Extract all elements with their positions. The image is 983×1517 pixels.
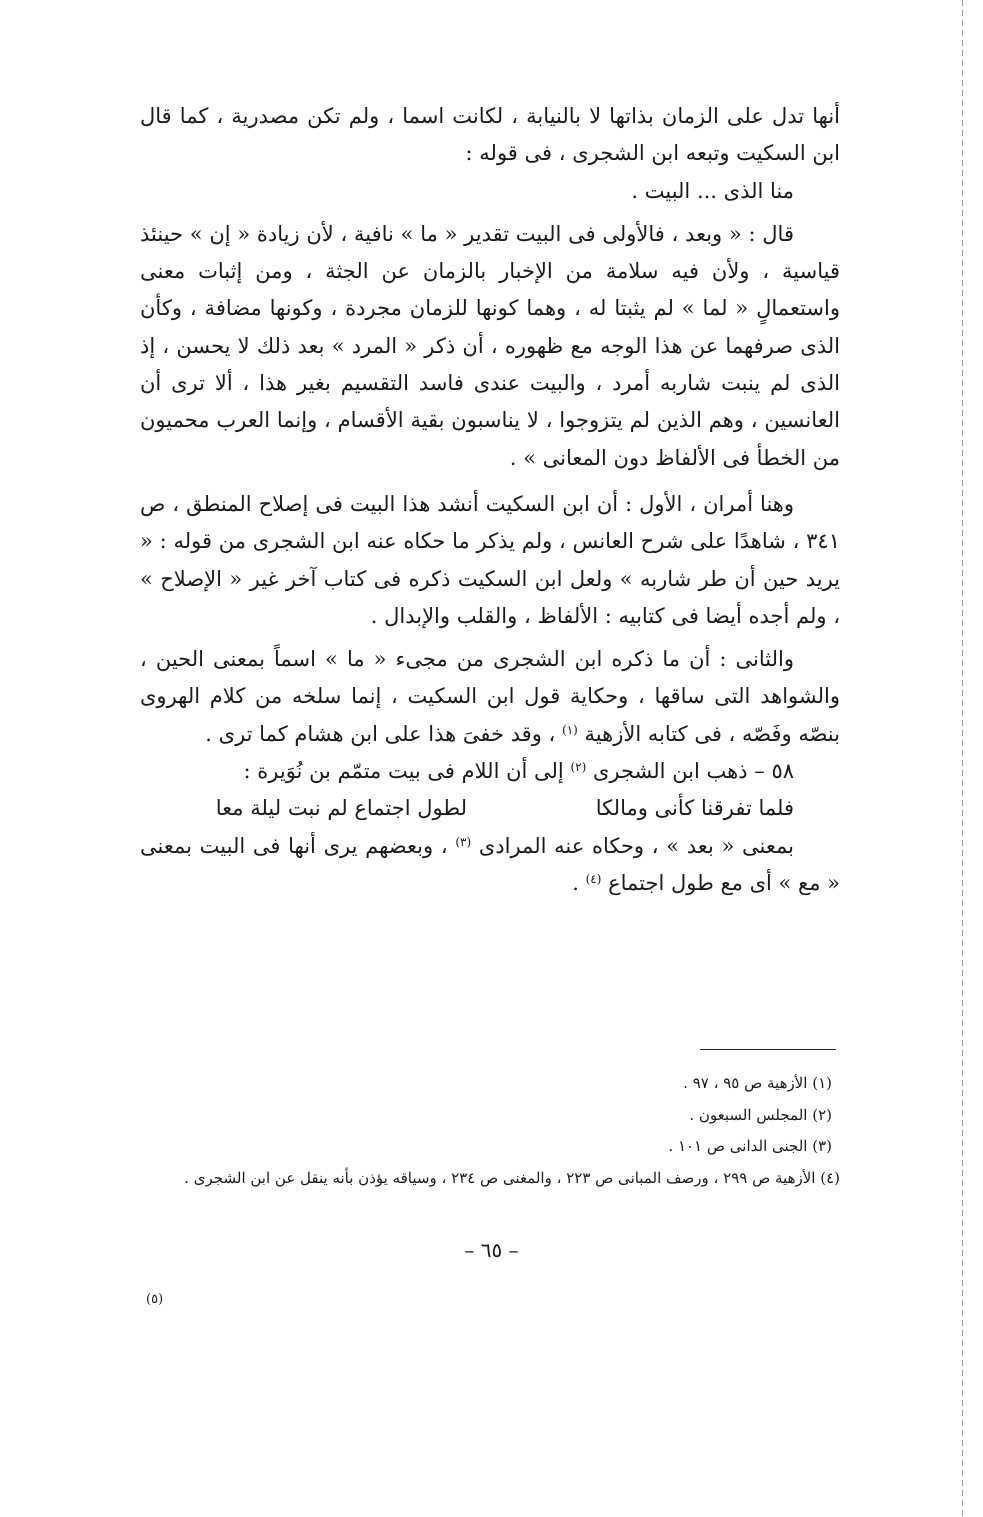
footnote-2: (٢) المجلس السبعون . xyxy=(689,1105,832,1124)
page-edge-line xyxy=(962,0,963,1517)
paragraph-2: قال : « وبعد ، فالأولى فى البيت تقدير « ما » نافية ، لأن زيادة « إن » حينئذ قياسية ، ولأن فيه سلامة من الإخبار بالزمان عن الجثة ، ومن إثبات معنى واستعمالٍ « لما » لم يثبتا له ، وهما كونها للزمان مجردة ، وكونها مضافة ، وكأن الذى صرفهما عن هذا الوجه مع ظهوره ، أن ذكر « المرد » بعد ذلك لا يحسن ، إذ الذى لم ينبت شاربه أمرد ، والبيت عندى فاسد التقسيم بغير هذا ، ألا ترى أن العانسين ، وهم الذين لم يتزوجوا ، لا يناسبون بقية الأقسام ، وإنما العرب محميون من الخطأ فى الألفاظ دون المعانى » . xyxy=(140,221,840,470)
signature-mark: (٥) xyxy=(146,1292,164,1307)
paragraph-6-text-b: ، وبعضهم يرى أنها فى البيت بمعنى « مع » أى مع طول اجتماع xyxy=(140,833,840,895)
paragraph-4-text-b: ، وقد خفىَ هذا على ابن هشام كما ترى . xyxy=(205,721,556,746)
verse-hemistich-1: فلما تفرقنا كأنى ومالكا xyxy=(595,796,794,821)
footnote-ref-4: (٤) xyxy=(585,871,602,886)
page-number: – ٦٥ – xyxy=(464,1238,519,1262)
page-body xyxy=(140,98,840,902)
verse-hemistich-2: لطول اجتماع لم نبت ليلة معا xyxy=(215,796,467,821)
footnotes-section xyxy=(140,1068,840,1194)
verse-line-2 xyxy=(140,790,840,827)
paragraph-5-text-a: ٥٨ – ذهب ابن الشجرى xyxy=(592,759,794,784)
paragraph-6-text-a: بمعنى « بعد » ، وحكاه عنه المرادى xyxy=(478,833,794,858)
paragraph-3: وهنا أمران ، الأول : أن ابن السكيت أنشد هذا البيت فى إصلاح المنطق ، ص ٣٤١ ، شاهدًا على شرح العانس ، ولم يذكر ما حكاه عنه ابن الشجرى من قوله : « يريد حين أن طر شاربه » ولعل ابن السكيت ذكره فى كتاب آخر غير « الإصلاح » ، ولم أجده أيضا فى كتابيه : الألفاظ ، والقلب والإبدال . xyxy=(140,491,840,628)
paragraph-1: أنها تدل على الزمان بذاتها لا بالنيابة ، لكانت اسما ، ولم تكن مصدرية ، كما قال ابن السكيت وتبعه ابن الشجرى ، فى قوله : xyxy=(140,104,840,166)
footnote-separator xyxy=(700,1049,836,1050)
footnote-ref-1: (١) xyxy=(562,722,578,737)
verse-quote-1: منا الذى ... البيت . xyxy=(631,178,794,203)
footnote-ref-2: (٢) xyxy=(570,760,587,775)
footnote-4: (٤) الأزهية ص ٢٩٩ ، ورصف المبانى ص ٢٢٣ ، والمغنى ص ٢٣٤ ، وسياقه يؤذن بأنه ينقل عن ابن الشجرى . xyxy=(184,1168,840,1187)
paragraph-4 xyxy=(140,641,840,753)
footnote-1: (١) الأزهية ص ٩٥ ، ٩٧ . xyxy=(683,1074,832,1092)
paragraph-6 xyxy=(140,828,840,903)
footnote-ref-3: (٣) xyxy=(455,834,472,849)
paragraph-6-text-c: . xyxy=(572,870,579,895)
footnote-3: (٣) الجنى الدانى ص ١٠١ . xyxy=(668,1137,832,1155)
paragraph-5-text-b: إلى أن اللام فى بيت متمّم بن نُوَيرة : xyxy=(243,759,564,784)
paragraph-4-text-a: والثانى : أن ما ذكره ابن الشجرى من مجىء « ما » اسماً بمعنى الحين ، والشواهد التى ساقها ، وحكاية قول ابن السكيت ، إنما سلخه من كلام الهروى بنصّه وفَصّه ، فى كتابه الأزهية xyxy=(140,647,840,746)
paragraph-5 xyxy=(140,753,840,790)
